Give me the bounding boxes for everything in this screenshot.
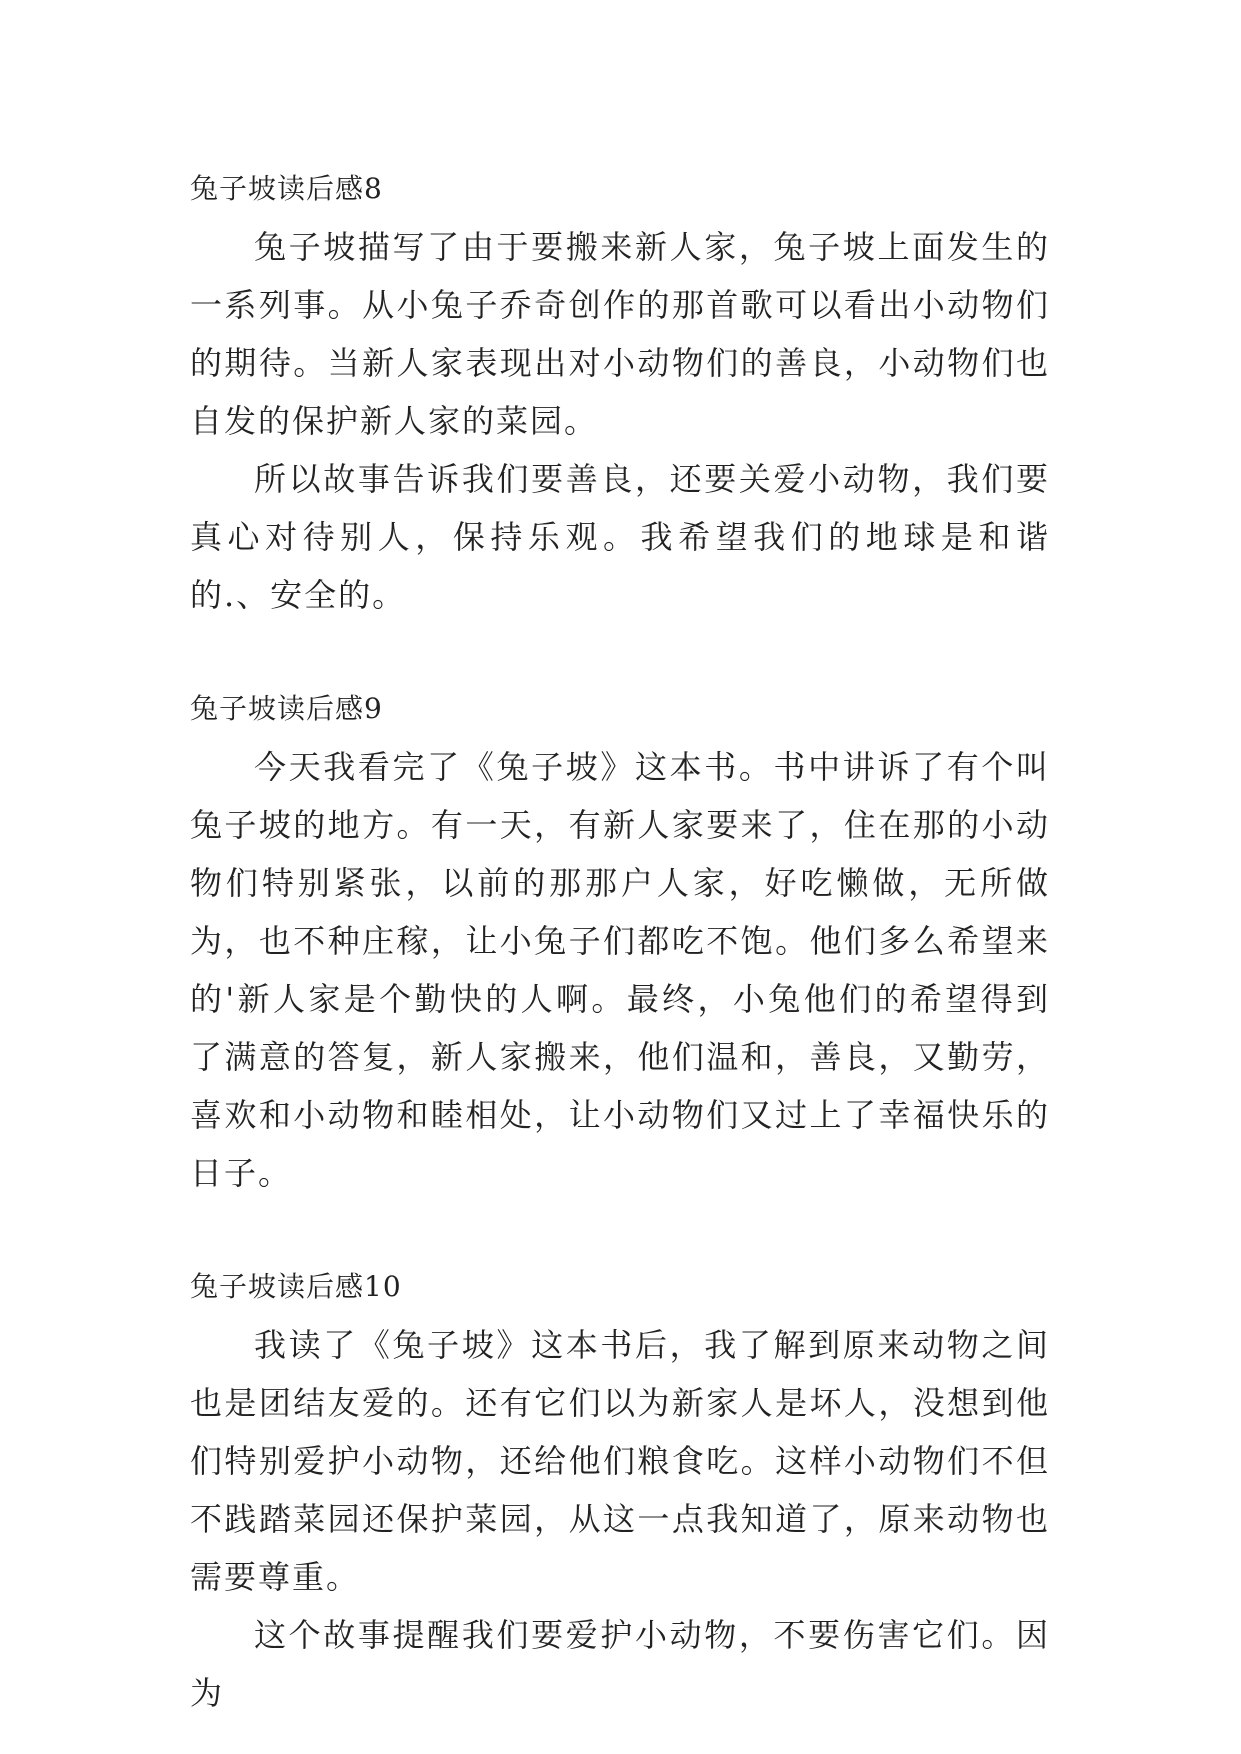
document-body — [190, 160, 1050, 1722]
essay-paragraph: 兔子坡描写了由于要搬来新人家，兔子坡上面发生的一系列事。从小兔子乔奇创作的那首歌可以看出小动物们的期待。当新人家表现出对小动物们的善良，小动物们也自发的保护新人家的菜园。 — [190, 228, 1050, 440]
essay-paragraph: 这个故事提醒我们要爱护小动物，不要伤害它们。因为 — [190, 1616, 1050, 1712]
essay-heading: 兔子坡读后感9 — [190, 692, 383, 725]
essay-section-8 — [190, 160, 1050, 624]
essay-heading: 兔子坡读后感8 — [190, 172, 383, 205]
essay-section-10 — [190, 1258, 1050, 1722]
essay-heading: 兔子坡读后感10 — [190, 1270, 402, 1303]
essay-paragraph: 我读了《兔子坡》这本书后，我了解到原来动物之间也是团结友爱的。还有它们以为新家人是坏人，没想到他们特别爱护小动物，还给他们粮食吃。这样小动物们不但不践踏菜园还保护菜园，从这一点我知道了，原来动物也需要尊重。 — [190, 1326, 1050, 1596]
essay-paragraph: 今天我看完了《兔子坡》这本书。书中讲诉了有个叫兔子坡的地方。有一天，有新人家要来了，住在那的小动物们特别紧张，以前的那那户人家，好吃懒做，无所做为，也不种庄稼，让小兔子们都吃不饱。他们多么希望来的'新人家是个勤快的人啊。最终，小兔他们的希望得到了满意的答复，新人家搬来，他们温和，善良，又勤劳，喜欢和小动物和睦相处，让小动物们又过上了幸福快乐的日子。 — [190, 748, 1050, 1192]
essay-section-9 — [190, 680, 1050, 1202]
essay-paragraph: 所以故事告诉我们要善良，还要关爱小动物，我们要真心对待别人，保持乐观。我希望我们的地球是和谐的.、安全的。 — [190, 460, 1050, 614]
